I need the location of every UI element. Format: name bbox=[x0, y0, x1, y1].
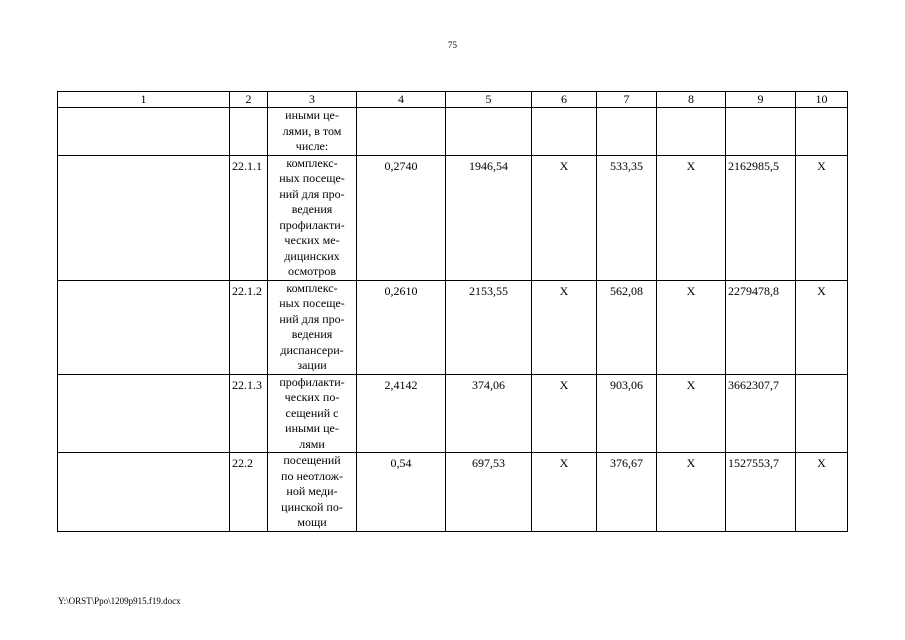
table-cell-c9: 2162985,5 bbox=[726, 155, 796, 280]
header-cell: 3 bbox=[268, 92, 357, 108]
table-cell-c8: Х bbox=[657, 453, 726, 532]
table-cell-c6: Х bbox=[532, 155, 597, 280]
table-cell-c6: Х bbox=[532, 453, 597, 532]
table-cell-c1 bbox=[58, 108, 230, 156]
table-row bbox=[58, 280, 848, 374]
data-table bbox=[57, 91, 848, 532]
table-cell-c3: комплекс- ных посеще- ний для про- ведения профилакти- ческих ме- дицинских осмотров bbox=[268, 155, 357, 280]
table-cell-c6: Х bbox=[532, 374, 597, 453]
header-cell: 6 bbox=[532, 92, 597, 108]
table-cell-c4: 2,4142 bbox=[357, 374, 446, 453]
table-cell-c7: 533,35 bbox=[597, 155, 657, 280]
table-cell-c5: 2153,55 bbox=[446, 280, 532, 374]
table-cell-c4: 0,2610 bbox=[357, 280, 446, 374]
table-cell-c5: 374,06 bbox=[446, 374, 532, 453]
header-cell: 7 bbox=[597, 92, 657, 108]
table-cell-c1 bbox=[58, 453, 230, 532]
table-cell-c10: Х bbox=[796, 155, 848, 280]
table-cell-c1 bbox=[58, 280, 230, 374]
table-cell-c4: 0,2740 bbox=[357, 155, 446, 280]
table-cell-c7: 376,67 bbox=[597, 453, 657, 532]
table-cell-c3: иными це- лями, в том числе: bbox=[268, 108, 357, 156]
header-cell: 4 bbox=[357, 92, 446, 108]
table-cell-c9: 1527553,7 bbox=[726, 453, 796, 532]
table-row bbox=[58, 108, 848, 156]
table-cell-c10: Х bbox=[796, 280, 848, 374]
table-row bbox=[58, 155, 848, 280]
table-cell-c7: 903,06 bbox=[597, 374, 657, 453]
footer-file-path: Y:\ORST\Ppo\1209p915.f19.docx bbox=[58, 596, 181, 606]
table-cell-c2 bbox=[230, 108, 268, 156]
header-cell: 1 bbox=[58, 92, 230, 108]
table-cell-c6: Х bbox=[532, 280, 597, 374]
table-cell-c2: 22.1.3 bbox=[230, 374, 268, 453]
table-cell-c10 bbox=[796, 374, 848, 453]
table-cell-c8: Х bbox=[657, 374, 726, 453]
table-cell-c9: 2279478,8 bbox=[726, 280, 796, 374]
table-cell-c5: 697,53 bbox=[446, 453, 532, 532]
table-cell-c3: профилакти- ческих по- сещений с иными це- лями bbox=[268, 374, 357, 453]
table-cell-c8: Х bbox=[657, 280, 726, 374]
table-row bbox=[58, 453, 848, 532]
table-cell-c5: 1946,54 bbox=[446, 155, 532, 280]
table-row bbox=[58, 374, 848, 453]
table-cell-c3: посещений по неотлож- ной меди- цинской по- мощи bbox=[268, 453, 357, 532]
table-cell-c7: 562,08 bbox=[597, 280, 657, 374]
table-cell-c1 bbox=[58, 374, 230, 453]
table-cell-c2: 22.1.2 bbox=[230, 280, 268, 374]
table-cell-c2: 22.1.1 bbox=[230, 155, 268, 280]
table-cell-c9: 3662307,7 bbox=[726, 374, 796, 453]
table-cell-c10: Х bbox=[796, 453, 848, 532]
header-cell: 2 bbox=[230, 92, 268, 108]
table-cell-c4 bbox=[357, 108, 446, 156]
table-cell-c1 bbox=[58, 155, 230, 280]
table-cell-c4: 0,54 bbox=[357, 453, 446, 532]
table-cell-c7 bbox=[597, 108, 657, 156]
table-cell-c2: 22.2 bbox=[230, 453, 268, 532]
table-cell-c8 bbox=[657, 108, 726, 156]
table-cell-c10 bbox=[796, 108, 848, 156]
table-cell-c6 bbox=[532, 108, 597, 156]
table-cell-c3: комплекс- ных посеще- ний для про- ведения диспансери- зации bbox=[268, 280, 357, 374]
header-cell: 9 bbox=[726, 92, 796, 108]
header-cell: 10 bbox=[796, 92, 848, 108]
page-number: 75 bbox=[448, 40, 457, 50]
table-cell-c8: Х bbox=[657, 155, 726, 280]
header-cell: 8 bbox=[657, 92, 726, 108]
table-cell-c5 bbox=[446, 108, 532, 156]
header-cell: 5 bbox=[446, 92, 532, 108]
table-cell-c9 bbox=[726, 108, 796, 156]
header-row bbox=[58, 92, 848, 108]
